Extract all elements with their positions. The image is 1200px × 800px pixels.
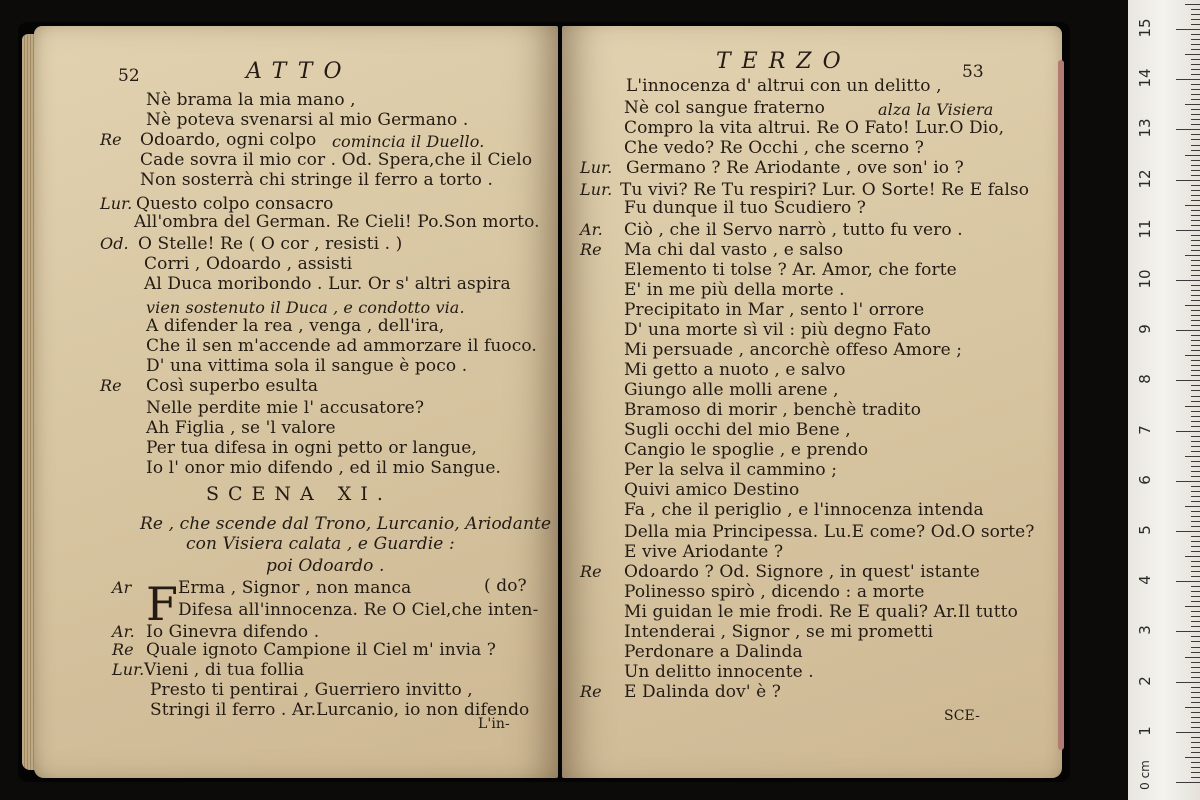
ruler-number: 8 [1136,374,1154,385]
ruler-tick [1176,732,1200,733]
verse-line: Ma chi dal vasto , e salso [624,240,844,260]
ruler-tick [1191,270,1200,271]
ruler-tick [1185,506,1200,507]
ruler-tick [1191,365,1200,366]
ruler-tick [1191,702,1200,703]
verse-line: Cangio le spoglie , e prendo [624,440,869,460]
ruler-tick [1176,79,1200,80]
ruler-number: 4 [1136,575,1154,585]
ruler-tick [1176,180,1200,181]
ruler-number: 3 [1136,625,1154,636]
ruler-tick [1191,170,1200,171]
verse-line: Quale ignoto Campione il Ciel m' invia ? [146,640,497,660]
verse-line: Bramoso di morir , benchè tradito [624,400,922,420]
ruler-tick [1185,104,1200,105]
ruler-tick [1191,767,1200,768]
ruler-tick [1191,285,1200,286]
speaker-label: Lur. [100,194,133,213]
ruler-tick [1191,19,1200,20]
ruler-tick [1191,461,1200,462]
ruler-tick [1191,295,1200,296]
verse-line: Mi getto a nuoto , e salvo [624,360,846,380]
speaker-label: Lur. [580,158,613,177]
ruler-tick [1191,360,1200,361]
verse-line: Precipitato in Mar , sento l' orrore [624,300,925,320]
left-catchword: L'in- [478,716,510,732]
ruler-tick [1191,516,1200,517]
verse-line: D' una morte sì vil : più degno Fato [624,320,932,340]
ruler-tick [1191,9,1200,10]
ruler-tick [1191,150,1200,151]
ruler-tick [1191,636,1200,637]
verse-line: Non sosterrà chi stringe il ferro a torto . [140,170,493,190]
ruler-tick [1191,175,1200,176]
verse-line: Odoardo, ogni colpo [140,130,317,150]
ruler-tick [1185,707,1200,708]
speaker-label: Re [580,562,602,581]
ruler-tick [1191,124,1200,125]
speaker-label: Ar. [580,220,603,239]
ruler-tick [1185,606,1200,607]
ruler-tick [1191,385,1200,386]
ruler-tick [1191,687,1200,688]
ruler-tick [1191,220,1200,221]
stage-direction: comincia il Duello. [332,132,485,151]
ruler-tick [1185,205,1200,206]
verse-line: Io Ginevra difendo . [146,622,320,642]
ruler-number: 14 [1136,68,1154,88]
ruler-tick [1191,89,1200,90]
ruler-number: 6 [1136,475,1154,485]
ruler-tick [1191,39,1200,40]
verse-line: Nè brama la mia mano , [146,90,356,110]
scene-description-line: poi Odoardo . [266,556,385,576]
verse-line: Fu dunque il tuo Scudiero ? [624,198,866,218]
scene-description-line: Re , che scende dal Trono, Lurcanio, Ariodante [140,514,552,534]
verse-line: Corri , Odoardo , assisti [144,254,353,274]
ruler-tick [1176,230,1200,231]
ruler-tick [1191,466,1200,467]
ruler-tick [1191,536,1200,537]
ruler-tick [1191,672,1200,673]
ruler-tick [1191,441,1200,442]
speaker-label: Re [100,376,122,395]
ruler-tick [1191,134,1200,135]
verse-line: Cade sovra il mio cor . Od. Spera,che il Cielo [140,150,533,170]
ruler-tick [1185,406,1200,407]
verse-line: Intenderai , Signor , se mi prometti [624,622,934,642]
ruler-tick [1191,772,1200,773]
drop-cap: F [146,577,178,631]
ruler-tick [1191,114,1200,115]
ruler-tick [1191,396,1200,397]
ruler-tick [1191,662,1200,663]
ruler-tick [1191,165,1200,166]
verse-line: O Stelle! Re ( O cor , resisti . ) [138,234,403,254]
ruler-tick [1191,200,1200,201]
ruler-tick [1191,491,1200,492]
ruler-tick [1191,275,1200,276]
verse-line: Stringi il ferro . Ar.Lurcanio, io non difendo [150,700,530,720]
ruler-tick [1191,421,1200,422]
ruler-tick [1191,94,1200,95]
ruler-tick [1191,370,1200,371]
left-running-head: ATTO [246,59,353,84]
ruler-tick [1191,59,1200,60]
ruler-tick [1191,747,1200,748]
ruler-tick [1191,697,1200,698]
ruler-tick [1191,109,1200,110]
ruler-tick [1191,240,1200,241]
speaker-label: Lur. [112,660,145,679]
scene-description-line: con Visiera calata , e Guardie : [186,534,455,554]
ruler-number: 12 [1136,169,1154,189]
ruler-tick [1185,757,1200,758]
ruler-tick [1191,451,1200,452]
ruler-tick [1191,737,1200,738]
verse-line: Presto ti pentirai , Guerriero invitto , [150,680,473,700]
verse-line: Della mia Principessa. Lu.E come? Od.O sorte? [624,522,1035,542]
ruler-tick [1191,290,1200,291]
verse-line: Compro la vita altrui. Re O Fato! Lur.O Dio, [624,118,1005,138]
verse-line: Polinesso spirò , dicendo : a morte [624,582,925,602]
verse-line: Nè col sangue fraterno [624,98,825,118]
ruler-tick [1191,446,1200,447]
ruler-tick [1191,340,1200,341]
ruler-tick [1191,49,1200,50]
verse-line: Al Duca moribondo . Lur. Or s' altri aspira [144,274,511,294]
ruler-tick [1191,145,1200,146]
ruler-tick [1176,29,1200,30]
verse-line: Fa , che il periglio , e l'innocenza intenda [624,500,984,520]
ruler-tick [1176,782,1200,783]
ruler-tick [1191,69,1200,70]
ruler-tick [1176,481,1200,482]
verse-line: L'innocenza d' altrui con un delitto , [626,76,942,96]
ruler-tick [1191,501,1200,502]
verse-line: A difender la rea , venga , dell'ira, [146,316,445,336]
ruler-tick [1191,586,1200,587]
ruler-tick [1191,235,1200,236]
ruler-tick [1191,99,1200,100]
ruler-tick [1191,185,1200,186]
ruler-tick [1191,401,1200,402]
ruler-tick [1191,195,1200,196]
ruler-tick [1191,426,1200,427]
ruler-tick [1176,129,1200,130]
verse-line: Difesa all'innocenza. Re O Ciel,che inten- [178,600,539,620]
verse-line: Vieni , di tua follia [144,660,305,680]
ruler-tick [1191,190,1200,191]
ruler-tick [1191,777,1200,778]
ruler-tick [1191,571,1200,572]
ruler-tick [1191,561,1200,562]
right-catchword: SCE- [944,708,980,724]
ruler-number: 1 [1136,726,1154,736]
verse-line: Tu vivi? Re Tu respiri? Lur. O Sorte! Re E falso [620,180,1030,200]
ruler-tick [1191,546,1200,547]
ruler-tick [1191,611,1200,612]
ruler-tick [1191,416,1200,417]
ruler-number: 15 [1136,18,1154,38]
left-page-number: 52 [118,66,140,86]
verse-line: Erma , Signor , non manca [178,578,412,598]
verse-line: Quivi amico Destino [624,480,800,500]
verse-line: Elemento ti tolse ? Ar. Amor, che forte [624,260,957,280]
ruler-tick [1176,682,1200,683]
ruler-tick [1191,345,1200,346]
verse-line: Questo colpo consacro [136,194,334,214]
ruler-tick [1191,245,1200,246]
ruler-tick [1191,390,1200,391]
ruler-tick [1191,315,1200,316]
ruler-tick [1191,752,1200,753]
ruler-tick [1191,667,1200,668]
ruler-tick [1191,350,1200,351]
ruler-tick [1191,119,1200,120]
ruler-number: 9 [1136,324,1154,334]
ruler-tick [1176,631,1200,632]
speaker-label: Re [112,640,134,659]
verse-line: E Dalinda dov' è ? [624,682,781,702]
ruler-tick [1191,320,1200,321]
speaker-label: Ar [112,578,132,597]
verse-line: Ah Figlia , se 'l valore [146,418,336,438]
right-page-number: 53 [962,62,984,82]
speaker-label: Od. [100,234,129,253]
ruler-tick [1191,250,1200,251]
ruler-tick [1191,591,1200,592]
verse-line: All'ombra del German. Re Cieli! Po.Son morto. [134,212,540,232]
ruler-unit-label: 0 cm [1138,760,1152,790]
verse-line: E' in me più della morte . [624,280,845,300]
ruler-tick [1191,652,1200,653]
verse-line: Sugli occhi del mio Bene , [624,420,851,440]
ruler-tick [1191,375,1200,376]
speaker-label: Re [100,130,122,149]
ruler-tick [1191,712,1200,713]
verse-line: Nè poteva svenarsi al mio Germano . [146,110,469,130]
ruler-tick [1191,471,1200,472]
ruler-tick [1191,511,1200,512]
ruler-tick [1185,155,1200,156]
ruler-number: 11 [1136,219,1154,239]
ruler-tick [1191,727,1200,728]
ruler-number: 5 [1136,525,1154,535]
verse-line: E vive Ariodante ? [624,542,784,562]
ruler-tick [1176,380,1200,381]
verse-line: Un delitto innocente . [624,662,814,682]
ruler-tick [1185,355,1200,356]
ruler-tick [1191,677,1200,678]
ruler-tick [1191,596,1200,597]
ruler-tick [1191,436,1200,437]
ruler-tick [1191,551,1200,552]
ruler-tick [1191,44,1200,45]
ruler-tick [1185,255,1200,256]
ruler-tick [1191,601,1200,602]
stage-direction: vien sostenuto il Duca , e condotto via. [146,298,465,317]
ruler-tick [1191,84,1200,85]
ruler-tick [1185,657,1200,658]
ruler-tick [1191,576,1200,577]
verse-line: D' una vittima sola il sangue è poco . [146,356,468,376]
ruler-tick [1176,531,1200,532]
verse-line: Per la selva il cammino ; [624,460,838,480]
right-running-head: TERZO [716,49,852,74]
ruler-tick [1191,486,1200,487]
ruler-tick [1191,722,1200,723]
verse-line: Io l' onor mio difendo , ed il mio Sangue. [146,458,502,478]
ruler-tick [1191,139,1200,140]
ruler-tick [1191,64,1200,65]
stage-direction: alza la Visiera [878,100,994,119]
ruler-tick [1191,616,1200,617]
ruler-tick [1191,160,1200,161]
ruler-tick [1191,34,1200,35]
verse-line: Nelle perdite mie l' accusatore? [146,398,425,418]
verse-continuation: ( do? [484,576,527,596]
ruler-tick [1191,526,1200,527]
verse-line: Mi persuade , ancorchè offeso Amore ; [624,340,963,360]
verse-line: Ciò , che il Servo narrò , tutto fu vero . [624,220,963,240]
ruler-tick [1191,521,1200,522]
verse-line: Mi guidan le mie frodi. Re E quali? Ar.Il tutto [624,602,1018,622]
ruler-number: 7 [1136,424,1154,435]
ruler-tick [1191,210,1200,211]
speaker-label: Lur. [580,180,613,199]
ruler-tick [1185,556,1200,557]
ruler-tick [1191,265,1200,266]
measuring-ruler [1128,0,1200,800]
ruler-tick [1191,300,1200,301]
ruler-tick [1191,24,1200,25]
page-edge-color [1058,60,1064,750]
ruler-tick [1191,74,1200,75]
verse-line: Che il sen m'accende ad ammorzare il fuoco. [146,336,537,356]
ruler-tick [1191,476,1200,477]
ruler-tick [1191,411,1200,412]
ruler-tick [1191,621,1200,622]
ruler-tick [1191,496,1200,497]
ruler-tick [1191,742,1200,743]
ruler-number: 10 [1136,269,1154,289]
speaker-label: Re [580,682,602,701]
ruler-tick [1185,456,1200,457]
ruler-tick [1191,225,1200,226]
ruler-number: 2 [1136,675,1154,686]
ruler-tick [1185,54,1200,55]
verse-line: Perdonare a Dalinda [624,642,803,662]
ruler-tick [1191,335,1200,336]
ruler-tick [1191,541,1200,542]
ruler-tick [1191,762,1200,763]
verse-line: Giungo alle molli arene , [624,380,839,400]
ruler-tick [1191,310,1200,311]
ruler-tick [1176,581,1200,582]
verse-line: Così superbo esulta [146,376,319,396]
ruler-tick [1185,305,1200,306]
ruler-tick [1176,431,1200,432]
scene-title: SCENA XI. [206,483,392,505]
ruler-tick [1191,626,1200,627]
ruler-tick [1176,330,1200,331]
ruler-tick [1191,717,1200,718]
ruler-tick [1191,647,1200,648]
verse-line: Germano ? Re Ariodante , ove son' io ? [626,158,964,178]
verse-line: Che vedo? Re Occhi , che scerno ? [624,138,924,158]
speaker-label: Ar. [112,622,135,641]
ruler-tick [1191,215,1200,216]
ruler-tick [1191,325,1200,326]
ruler-tick [1191,692,1200,693]
ruler-number: 13 [1136,118,1154,138]
ruler-tick [1191,14,1200,15]
ruler-tick [1191,566,1200,567]
verse-line: Per tua difesa in ogni petto or langue, [146,438,477,458]
ruler-tick [1191,260,1200,261]
verse-line: Odoardo ? Od. Signore , in quest' istante [624,562,980,582]
ruler-tick [1191,641,1200,642]
speaker-label: Re [580,240,602,259]
ruler-tick [1176,280,1200,281]
ruler-tick [1185,4,1200,5]
